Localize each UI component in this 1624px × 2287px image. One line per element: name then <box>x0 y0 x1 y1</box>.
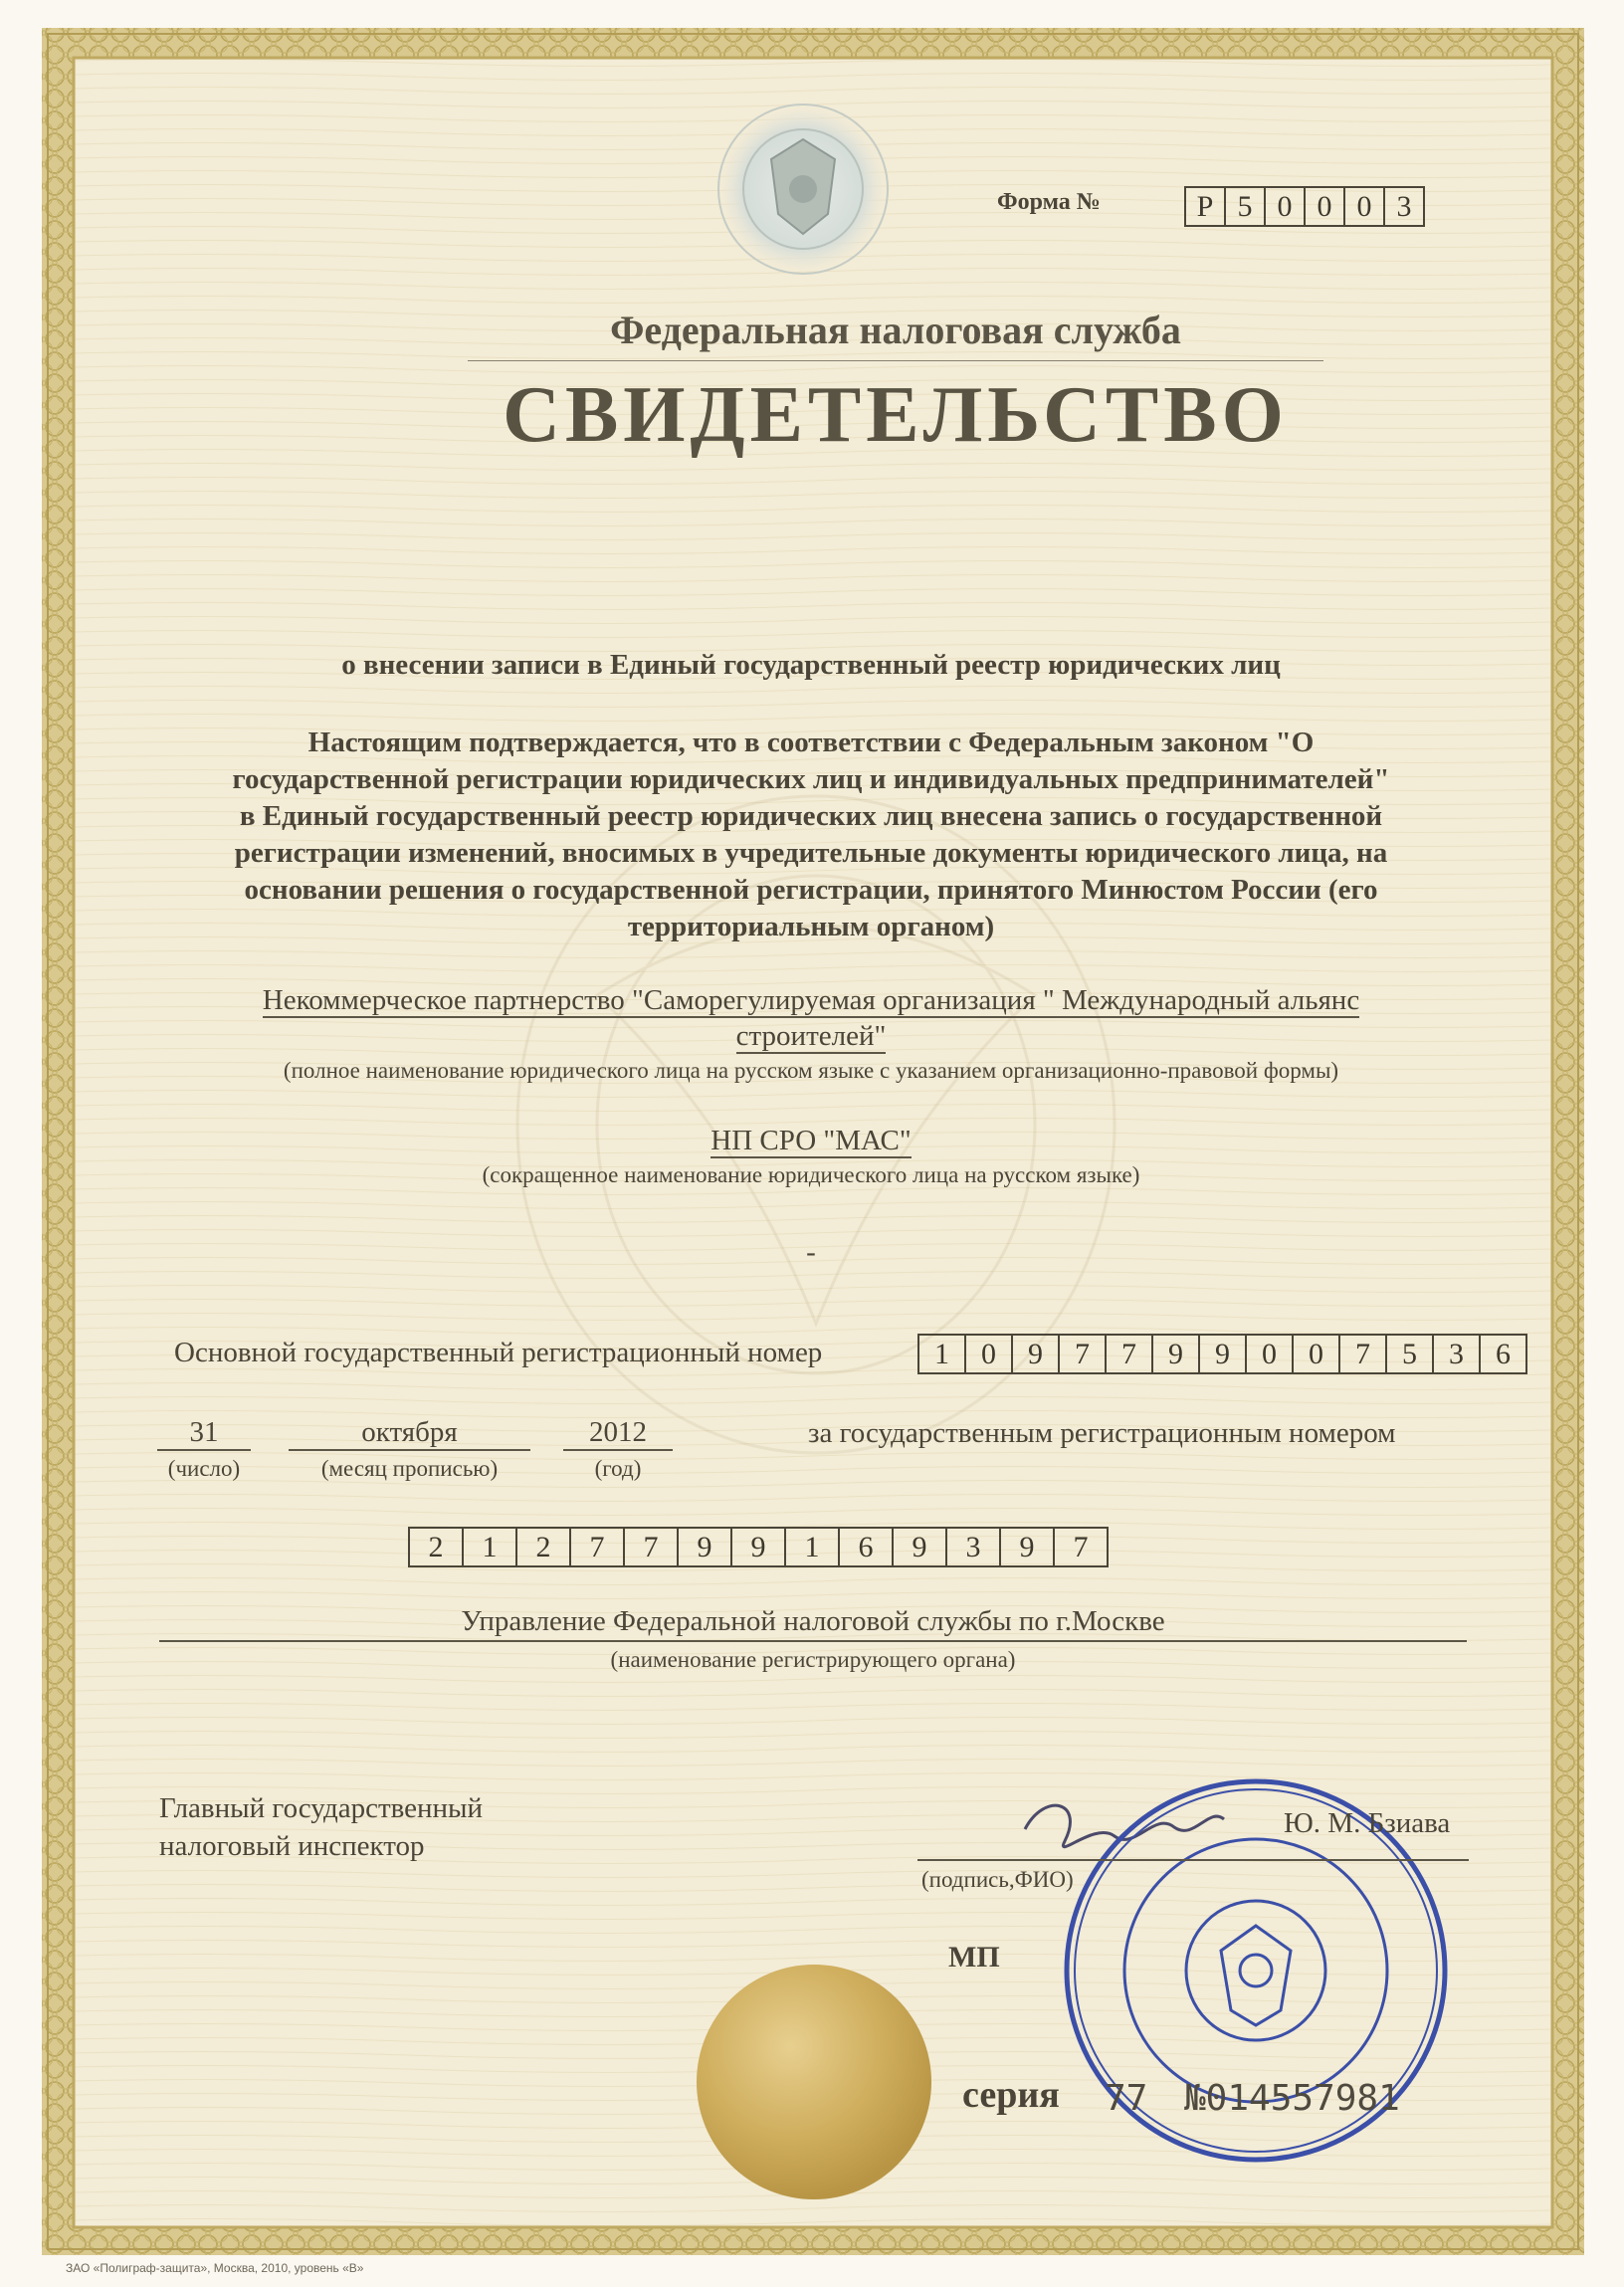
digit-cell: 1 <box>464 1529 517 1565</box>
digit-cell: 9 <box>1013 1336 1060 1372</box>
registration-year: 2012 <box>563 1416 673 1451</box>
entity-full-name-line: Некоммерческое партнерство "Саморегулируемая организация " Международный альянс <box>262 984 1360 1016</box>
entity-full-name-line: строителей" <box>735 1020 887 1052</box>
digit-cell: 7 <box>571 1529 625 1565</box>
digit-cell: 0 <box>1306 188 1345 225</box>
series-region: 77 <box>1105 2078 1148 2119</box>
signature-line <box>917 1859 1469 1861</box>
digit-cell: 5 <box>1226 188 1266 225</box>
signer-position: Главный государственный налоговый инспектор <box>159 1792 484 1862</box>
short-name-caption: (сокращенное наименование юридического лица на русском языке) <box>482 1162 1140 1187</box>
form-code-cells <box>1184 186 1425 227</box>
digit-cell: 1 <box>786 1529 840 1565</box>
authority-caption: (наименование регистрирующего органа) <box>610 1647 1016 1672</box>
digit-cell: 1 <box>919 1336 966 1372</box>
digit-cell: 2 <box>410 1529 464 1565</box>
statement-line: территориальным органом) <box>627 911 995 942</box>
digit-cell: 9 <box>894 1529 947 1565</box>
signature-caption: (подпись,ФИО) <box>921 1867 1074 1892</box>
certificate-subject: о внесении записи в Единый государственный реестр юридических лиц <box>341 649 1281 681</box>
full-name-caption: (полное наименование юридического лица на русском языке с указанием организационно-правовой формы) <box>283 1058 1339 1083</box>
digit-cell: 0 <box>1266 188 1306 225</box>
series-label: серия <box>962 2074 1060 2116</box>
statement-line: в Единый государственный реестр юридических лиц внесена запись о государственной <box>239 800 1383 832</box>
registration-month: октября <box>289 1416 530 1451</box>
digit-cell: 6 <box>1496 1338 1511 1370</box>
agency-name: Федеральная налоговая служба <box>610 308 1181 352</box>
digit-cell: Р <box>1186 188 1226 225</box>
digit-cell: 7 <box>1340 1336 1387 1372</box>
digit-cell: 3 <box>947 1529 1001 1565</box>
digit-cell: 7 <box>1060 1336 1107 1372</box>
digit-cell: 7 <box>625 1529 679 1565</box>
digit-cell: 7 <box>1107 1336 1153 1372</box>
digit-cell: 7 <box>1073 1531 1089 1563</box>
form-label: Форма № <box>997 189 1101 215</box>
digit-cell: 9 <box>679 1529 732 1565</box>
digit-cell: 9 <box>1153 1336 1200 1372</box>
digit-cell: 0 <box>1247 1336 1294 1372</box>
digit-cell: 9 <box>732 1529 786 1565</box>
digit-cell: 9 <box>1200 1336 1247 1372</box>
day-caption: (число) <box>167 1456 241 1481</box>
signer-name: Ю. М. Бзиава <box>1284 1807 1451 1839</box>
statement-line: Настоящим подтверждается, что в соответствии с Федеральным законом "О <box>307 727 1315 758</box>
ogrn-number-cells <box>917 1334 1527 1374</box>
digit-cell: 0 <box>1345 188 1385 225</box>
statement-line: основании решения о государственной регистрации, принятого Минюстом России (его <box>244 874 1378 906</box>
registering-authority: Управление Федеральной налоговой службы по г.Москве <box>159 1605 1467 1642</box>
grn-number-cells <box>408 1527 1109 1567</box>
registration-day: 31 <box>157 1416 251 1451</box>
entity-full-name <box>100 982 1522 1054</box>
mp-label: МП <box>948 1941 1000 1974</box>
entity-short-name: НП СРО "МАС" <box>710 1125 912 1156</box>
digit-cell: 3 <box>1434 1336 1481 1372</box>
digit-cell: 9 <box>1001 1529 1055 1565</box>
digit-cell: 5 <box>1387 1336 1434 1372</box>
digit-cell: 0 <box>966 1336 1013 1372</box>
statement-line: государственной регистрации юридических лиц и индивидуальных предпринимателей" <box>232 763 1390 795</box>
month-caption: (месяц прописью) <box>320 1456 499 1481</box>
grn-label: за государственным регистрационным номером <box>808 1417 1396 1449</box>
statement-paragraph <box>100 725 1522 945</box>
statement-line: регистрации изменений, вносимых в учредительные документы юридического лица, на <box>234 837 1388 869</box>
digit-cell: 2 <box>517 1529 571 1565</box>
printer-imprint: ЗАО «Полиграф-защита», Москва, 2010, уровень «В» <box>66 2261 364 2275</box>
document-title: СВИДЕТЕЛЬСТВО <box>503 371 1289 459</box>
digit-cell: 3 <box>1396 190 1412 223</box>
series-number: №014557981 <box>1184 2078 1400 2119</box>
digit-cell: 0 <box>1294 1336 1340 1372</box>
firm-name-placeholder: - <box>806 1236 816 1268</box>
ogrn-label: Основной государственный регистрационный номер <box>174 1337 823 1368</box>
digit-cell: 6 <box>840 1529 894 1565</box>
agency-rule <box>468 360 1323 361</box>
year-caption: (год) <box>594 1456 642 1481</box>
